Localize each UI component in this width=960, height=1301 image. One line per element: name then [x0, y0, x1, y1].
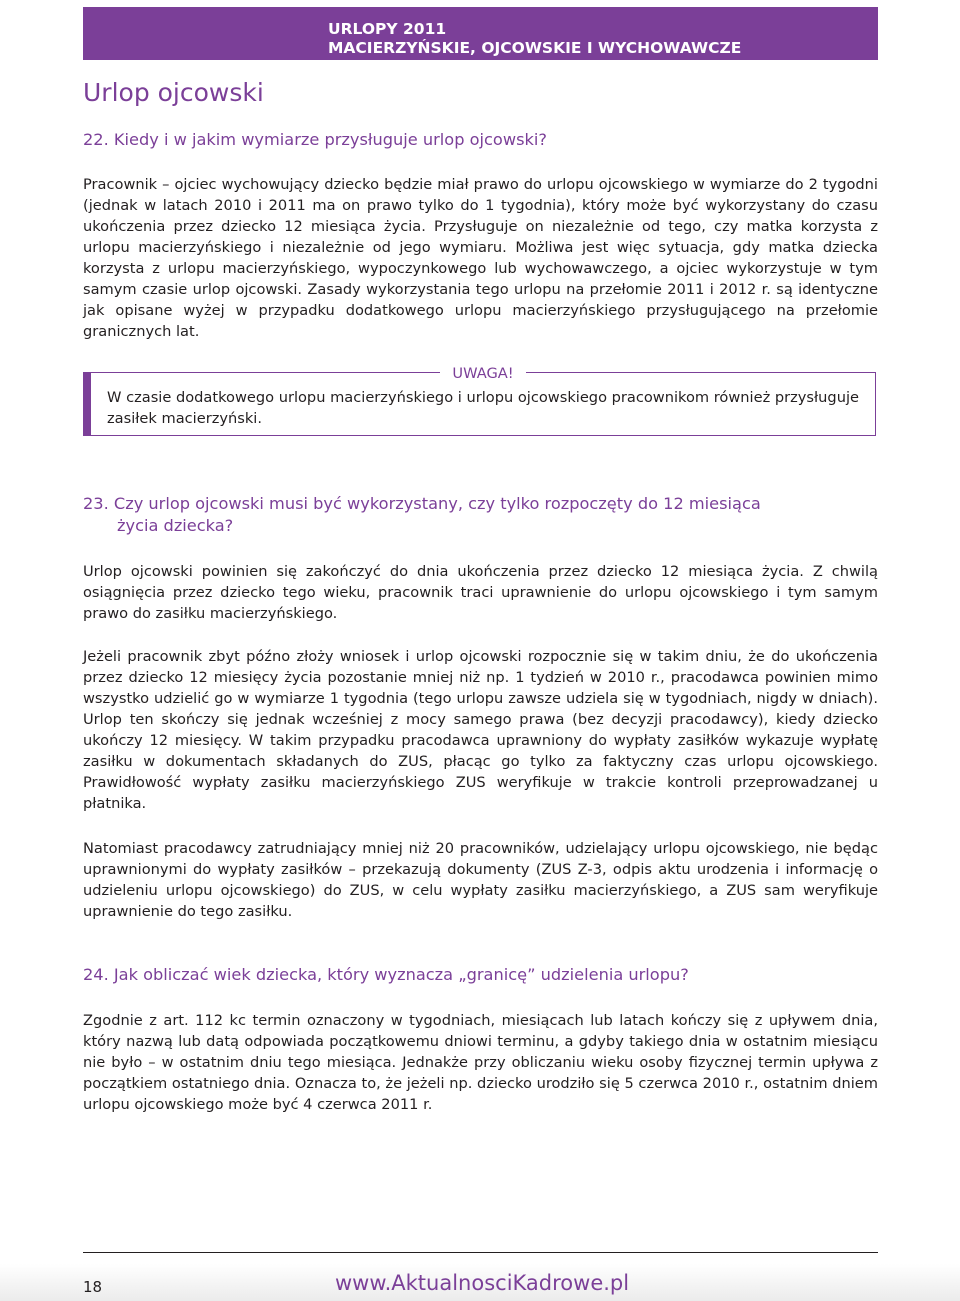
note-box — [83, 365, 876, 436]
header-line-2: MACIERZYŃSKIE, OJCOWSKIE I WYCHOWAWCZE — [328, 39, 742, 57]
question-23 — [83, 493, 761, 537]
section-title: Urlop ojcowski — [83, 78, 264, 107]
answer-23-paragraph-1: Urlop ojcowski powinien się zakończyć do dnia ukończenia przez dziecko 12 miesiąca życia. Z chwilą osiągnięcia przez dziecko tego wieku, pracownik traci uprawnienie do urlopu ojcowskiego i tym samym prawo do zasiłku macierzyńskiego. — [83, 563, 878, 622]
header-line-1: URLOPY 2011 — [328, 20, 447, 38]
page-number: 18 — [83, 1278, 103, 1296]
question-23-line-2: życia dziecka? — [117, 516, 234, 535]
header-bar — [83, 7, 878, 60]
answer-23-paragraph-3: Natomiast pracodawcy zatrudniający mniej niż 20 pracowników, udzielający urlopu ojcowskiego, nie będąc uprawnionymi do wypłaty zasiłków – przekazują dokumenty (ZUS Z-3, odpis aktu urodzenia i informację o udzieleniu urlopu ojcowskiego) do ZUS, w celu wypłaty zasiłku macierzyńskiego, a ZUS sam weryfikuje uprawnienie do tego zasiłku. — [83, 840, 878, 920]
note-text: W czasie dodatkowego urlopu macierzyńskiego i urlopu ojcowskiego pracownikom również przysługuje zasiłek macierzyński. — [107, 389, 859, 427]
answer-24-paragraph: Zgodnie z art. 112 kc termin oznaczony w tygodniach, miesiącach lub latach kończy się z upływem dnia, który nazwą lub datą odpowiada początkowemu dniowi terminu, a gdyby takiego dnia w ostatnim miesiącu nie było – w ostatnim dniu tego miesiąca. Jednakże przy obliczaniu wieku osoby fizycznej termin upływa z początkiem ostatniego dnia. Oznacza to, że jeżeli np. dziecko urodziło się 5 czerwca 2010 r., ostatnim dniem urlopu ojcowskiego może być 4 czerwca 2011 r. — [83, 1012, 878, 1113]
question-23-line-1: 23. Czy urlop ojcowski musi być wykorzystany, czy tylko rozpoczęty do 12 miesiąca — [83, 494, 761, 513]
footer-website-link[interactable]: www.AktualnosciKadrowe.pl — [335, 1271, 630, 1295]
question-22: 22. Kiedy i w jakim wymiarze przysługuje urlop ojcowski? — [83, 130, 547, 149]
note-label: UWAGA! — [440, 365, 525, 382]
footer-divider — [83, 1252, 878, 1253]
answer-23-paragraph-2: Jeżeli pracownik zbyt późno złoży wniosek i urlop ojcowski rozpocznie się w takim dniu, że do ukończenia przez dziecko 12 miesięcy życia pozostanie mniej niż np. 1 tydzień w 2010 r., pracodawca powinien mimo wszystko udzielić go w wymiarze 1 tygodnia (tego urlopu zawsze udziela się w tygodniach, nigdy w dniach). Urlop ten skończy się jednak wcześniej z mocy samego prawa (bez decyzji pracodawcy), kiedy dziecko ukończy 12 miesięcy. W takim przypadku pracodawca uprawniony do wypłaty zasiłków wykazuje wypłatę zasiłku w dokumentach składanych do ZUS, płacąc go tylko za faktyczny czas urlopu ojcowskiego. Prawidłowość wypłaty zasiłku macierzyńskiego ZUS weryfikuje w trakcie kontroli przeprowadzanej u płatnika. — [83, 648, 878, 812]
answer-22-paragraph: Pracownik – ojciec wychowujący dziecko będzie miał prawo do urlopu ojcowskiego w wymiarze do 2 tygodni (jednak w latach 2010 i 2011 ma on prawo tylko do 1 tygodnia), który może być wykorzystany do czasu ukończenia przez dziecko 12 miesiąca życia. Przysługuje on niezależnie od tego, czy matka korzysta z urlopu macierzyńskiego i niezależnie od jego wymiaru. Możliwa jest więc sytuacja, gdy matka dziecka korzysta z urlopu macierzyńskiego, wypoczynkowego lub wychowawczego, a ojciec wykorzystuje w tym samym czasie urlop ojcowski. Zasady wykorzystania tego urlopu na przełomie 2011 i 2012 r. są identyczne jak opisane wyżej w przypadku dodatkowego urlopu macierzyńskiego przysługującego na przełomie granicznych lat. — [83, 176, 878, 340]
question-24: 24. Jak obliczać wiek dziecka, który wyznacza „granicę” udzielenia urlopu? — [83, 965, 689, 984]
running-header — [328, 20, 741, 58]
